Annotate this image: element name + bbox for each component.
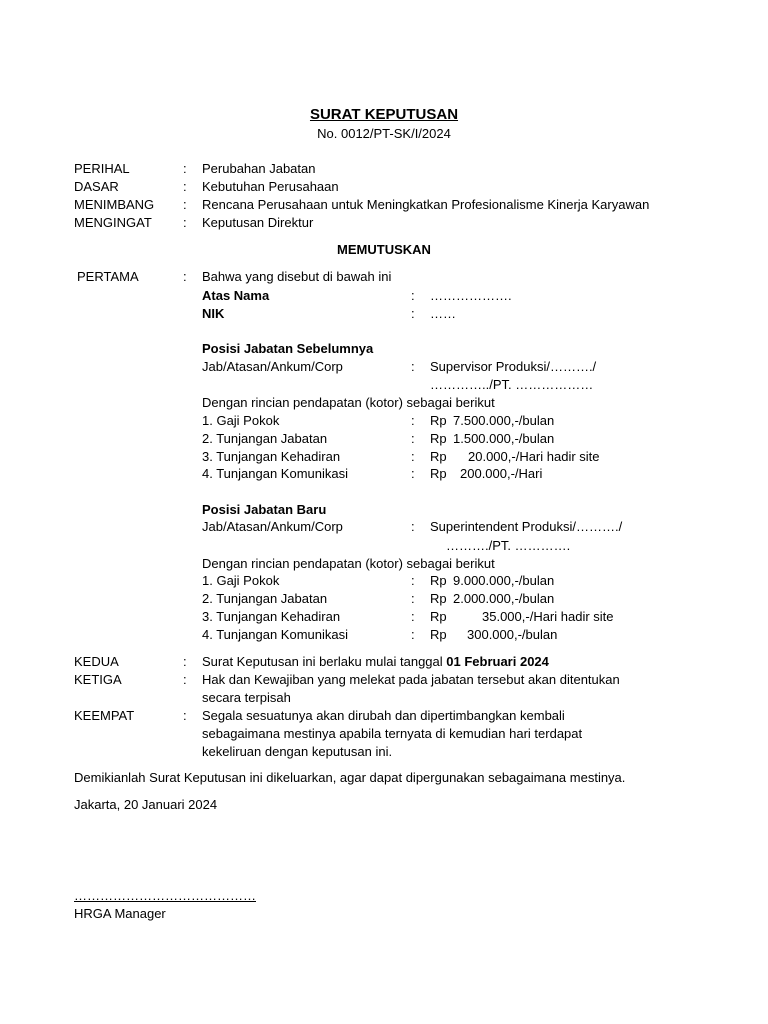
colon: : xyxy=(411,449,415,464)
old-item-currency: Rp xyxy=(430,449,447,464)
colon: : xyxy=(183,708,187,723)
document-title: SURAT KEPUTUSAN xyxy=(309,106,459,123)
colon: : xyxy=(411,519,415,534)
new-position-heading: Posisi Jabatan Baru xyxy=(202,502,327,517)
ketiga-line-2: secara terpisah xyxy=(202,690,291,705)
label-keempat: KEEMPAT xyxy=(74,708,135,723)
pertama-intro: Bahwa yang disebut di bawah ini xyxy=(202,269,392,284)
old-item-amount: 7.500.000,-/bulan xyxy=(453,413,555,428)
new-jab-value-1: Superintendent Produksi/………./ xyxy=(430,519,623,534)
colon: : xyxy=(183,179,187,194)
new-item-amount: 9.000.000,-/bulan xyxy=(453,573,555,588)
value-mengingat: Keputusan Direktur xyxy=(202,215,314,230)
label-kedua: KEDUA xyxy=(74,654,119,669)
colon: : xyxy=(411,573,415,588)
old-item-label: 1. Gaji Pokok xyxy=(202,413,280,428)
old-item-amount: 200.000,-/Hari xyxy=(460,466,543,481)
colon: : xyxy=(411,466,415,481)
new-item-amount: 2.000.000,-/bulan xyxy=(453,591,555,606)
value-perihal: Perubahan Jabatan xyxy=(202,161,316,176)
signature-line: …………………………………… xyxy=(74,888,256,903)
signatory-title: HRGA Manager xyxy=(74,906,166,921)
old-item-label: 4. Tunjangan Komunikasi xyxy=(202,466,348,481)
old-jab-value-1: Supervisor Produksi/………./ xyxy=(430,359,597,374)
old-income-intro: Dengan rincian pendapatan (kotor) sebagai berikut xyxy=(202,395,495,410)
old-item-amount: 1.500.000,-/bulan xyxy=(453,431,555,446)
new-income-intro: Dengan rincian pendapatan (kotor) sebagai berikut xyxy=(202,556,495,571)
closing-statement: Demikianlah Surat Keputusan ini dikeluarkan, agar dapat dipergunakan sebagaimana mestinya. xyxy=(74,770,626,785)
old-item-label: 2. Tunjangan Jabatan xyxy=(202,431,328,446)
colon: : xyxy=(411,609,415,624)
old-jab-value-2: …………../PT. ……………… xyxy=(430,377,594,392)
place-date: Jakarta, 20 Januari 2024 xyxy=(74,797,218,812)
colon: : xyxy=(183,269,187,284)
old-item-currency: Rp xyxy=(430,466,447,481)
new-item-label: 4. Tunjangan Komunikasi xyxy=(202,627,348,642)
new-item-amount: 35.000,-/Hari hadir site xyxy=(482,609,614,624)
ketiga-line-1: Hak dan Kewajiban yang melekat pada jabatan tersebut akan ditentukan xyxy=(202,672,620,687)
old-item-currency: Rp xyxy=(430,413,447,428)
label-dasar: DASAR xyxy=(74,179,119,194)
new-jab-label: Jab/Atasan/Ankum/Corp xyxy=(202,519,343,534)
colon: : xyxy=(411,306,415,321)
colon: : xyxy=(411,359,415,374)
old-position-heading: Posisi Jabatan Sebelumnya xyxy=(202,341,374,356)
nik-value: …… xyxy=(430,306,456,321)
keempat-line-3: kekeliruan dengan keputusan ini. xyxy=(202,744,393,759)
old-item-currency: Rp xyxy=(430,431,447,446)
colon: : xyxy=(411,431,415,446)
colon: : xyxy=(183,654,187,669)
new-item-label: 1. Gaji Pokok xyxy=(202,573,280,588)
old-item-label: 3. Tunjangan Kehadiran xyxy=(202,449,341,464)
colon: : xyxy=(411,288,415,303)
kedua-sentence: Surat Keputusan ini berlaku mulai tanggal xyxy=(202,654,447,669)
value-dasar: Kebutuhan Perusahaan xyxy=(202,179,339,194)
colon: : xyxy=(183,197,187,212)
label-pertama: PERTAMA xyxy=(77,269,139,284)
kedua-text xyxy=(202,654,549,670)
colon: : xyxy=(183,672,187,687)
atas-nama-value: ………………. xyxy=(430,288,512,303)
label-ketiga: KETIGA xyxy=(74,672,122,687)
colon: : xyxy=(411,591,415,606)
colon: : xyxy=(411,627,415,642)
colon: : xyxy=(411,413,415,428)
label-mengingat: MENGINGAT xyxy=(74,215,152,230)
new-item-label: 3. Tunjangan Kehadiran xyxy=(202,609,341,624)
document-number: No. 0012/PT-SK/I/2024 xyxy=(317,126,451,141)
new-item-currency: Rp xyxy=(430,627,447,642)
label-perihal: PERIHAL xyxy=(74,161,130,176)
new-jab-value-2: ………./PT. …………. xyxy=(446,538,571,553)
colon: : xyxy=(183,215,187,230)
new-item-currency: Rp xyxy=(430,609,447,624)
value-menimbang: Rencana Perusahaan untuk Meningkatkan Profesionalisme Kinerja Karyawan xyxy=(202,197,650,212)
new-item-currency: Rp xyxy=(430,573,447,588)
old-item-amount: 20.000,-/Hari hadir site xyxy=(468,449,600,464)
decision-heading: MEMUTUSKAN xyxy=(337,242,431,257)
colon: : xyxy=(183,161,187,176)
new-item-amount: 300.000,-/bulan xyxy=(467,627,558,642)
atas-nama-label: Atas Nama xyxy=(202,288,270,303)
label-menimbang: MENIMBANG xyxy=(74,197,155,212)
kedua-date: 01 Februari 2024 xyxy=(446,654,549,669)
keempat-line-1: Segala sesuatunya akan dirubah dan dipertimbangkan kembali xyxy=(202,708,565,723)
keempat-line-2: sebagaimana mestinya apabila ternyata di kemudian hari terdapat xyxy=(202,726,583,741)
new-item-label: 2. Tunjangan Jabatan xyxy=(202,591,328,606)
new-item-currency: Rp xyxy=(430,591,447,606)
old-jab-label: Jab/Atasan/Ankum/Corp xyxy=(202,359,343,374)
nik-label: NIK xyxy=(202,306,225,321)
